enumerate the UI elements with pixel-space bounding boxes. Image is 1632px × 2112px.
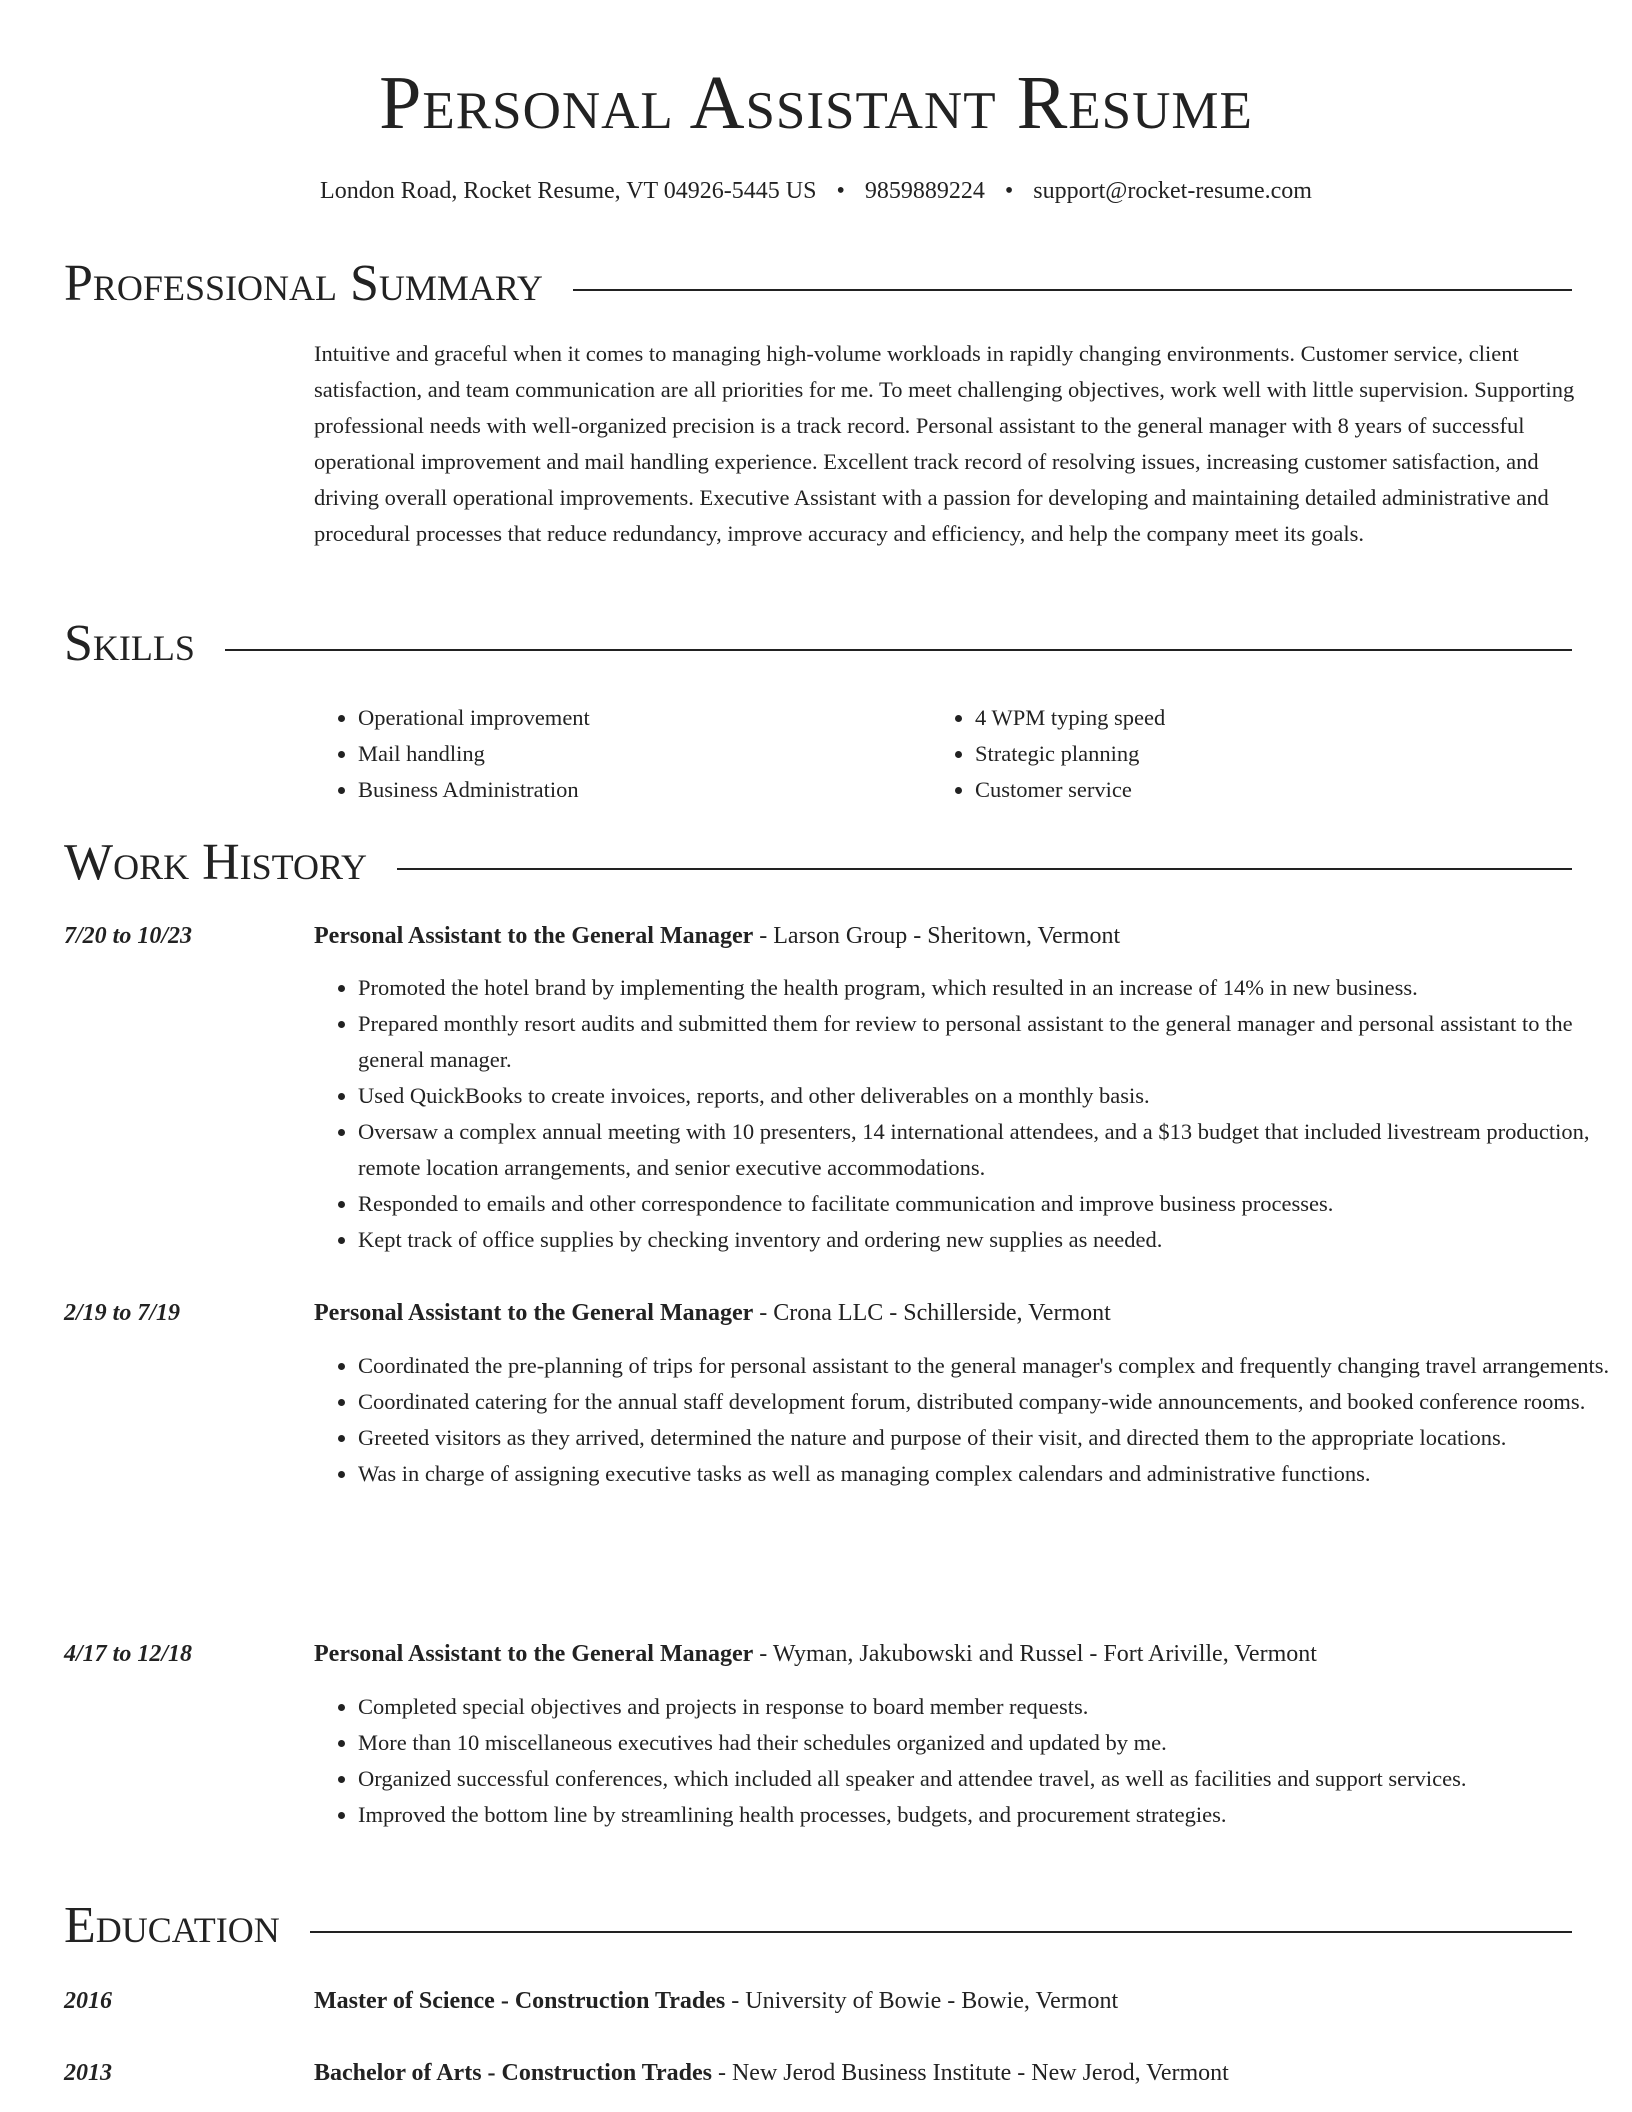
- job-bullets: [314, 970, 1620, 1258]
- email: support@rocket-resume.com: [1033, 178, 1312, 204]
- skill-item: • 4 WPM typing speed: [975, 700, 1555, 736]
- job-bullet: • Kept track of office supplies by checking inventory and ordering new supplies as needed.: [358, 1222, 1620, 1258]
- job-bullet: • Coordinated the pre-planning of trips for personal assistant to the general manager's complex and frequently changing travel arrangements.: [358, 1348, 1620, 1384]
- skills-heading: Skills: [64, 614, 225, 674]
- work-heading: Work History: [64, 833, 397, 893]
- phone: 9859889224: [864, 178, 985, 204]
- education-line: [314, 2056, 1576, 2090]
- job-company: - Larson Group - Sheritown, Vermont: [753, 923, 1121, 949]
- summary-heading: Professional Summary: [64, 254, 573, 314]
- skill-item: • Customer service: [975, 772, 1555, 808]
- skills-column-2: [931, 700, 1555, 808]
- separator: •: [1004, 178, 1014, 204]
- contact-line: [0, 174, 1632, 208]
- education-degree: Bachelor of Arts - Construction Trades: [314, 2060, 712, 2086]
- education-degree: Master of Science - Construction Trades: [314, 1988, 726, 2014]
- job-title-line: [314, 919, 1576, 953]
- resume-name: Personal Assistant Resume: [379, 61, 1253, 145]
- skill-item: • Business Administration: [358, 772, 938, 808]
- job-title-line: [314, 1296, 1576, 1330]
- work-section-header: [64, 833, 1572, 893]
- job-bullet: • Coordinated catering for the annual staff development forum, distributed company-wide announcements, and booked conference rooms.: [358, 1384, 1620, 1420]
- skill-item: • Operational improvement: [358, 700, 938, 736]
- skills-section-header: [64, 614, 1572, 674]
- job-bullet: • Responded to emails and other correspondence to facilitate communication and improve business processes.: [358, 1186, 1620, 1222]
- job-bullet: • Greeted visitors as they arrived, determined the nature and purpose of their visit, and directed them to the appropriate locations.: [358, 1420, 1620, 1456]
- job-bullet: • Prepared monthly resort audits and submitted them for review to personal assistant to the general manager and personal assistant to the general manager.: [358, 1006, 1620, 1078]
- education-school: - New Jerod Business Institute - New Jerod, Vermont: [711, 2060, 1229, 2086]
- job-bullet: • Was in charge of assigning executive tasks as well as managing complex calendars and administrative functions.: [358, 1456, 1620, 1492]
- education-section-header: [64, 1896, 1572, 1956]
- skill-item: • Strategic planning: [975, 736, 1555, 772]
- job-bullets: [314, 1348, 1620, 1492]
- summary-text: Intuitive and graceful when it comes to managing high-volume workloads in rapidly changing environments. Customer service, client satisfaction, and team communication are all priorities for me. To meet challenging objectives, work well with little supervision. Supporting professional needs with well-organized precision is a track record. Personal assistant to the general manager with 8 years of successful operational improvement and mail handling experience. Excellent track record of resolving issues, increasing customer satisfaction, and driving overall operational improvements. Executive Assistant with a passion for developing and maintaining detailed administrative and procedural processes that reduce redundancy, improve accuracy and efficiency, and help the company meet its goals.: [314, 341, 1575, 546]
- skill-item: • Mail handling: [358, 736, 938, 772]
- job-bullet: • Improved the bottom line by streamlining health processes, budgets, and procurement strategies.: [358, 1797, 1620, 1833]
- job-dates: 7/20 to 10/23: [64, 923, 193, 949]
- summary-section-header: [64, 254, 1572, 314]
- job-bullet: • Completed special objectives and projects in response to board member requests.: [358, 1689, 1620, 1725]
- job-title: Personal Assistant to the General Manager: [314, 1641, 754, 1667]
- education-line: [314, 1984, 1576, 2018]
- job-bullet: • Promoted the hotel brand by implementing the health program, which resulted in an increase of 14% in new business.: [358, 970, 1620, 1006]
- section-divider: [64, 649, 1572, 651]
- job-bullet: • More than 10 miscellaneous executives had their schedules organized and updated by me.: [358, 1725, 1620, 1761]
- job-dates: 2/19 to 7/19: [64, 1300, 181, 1326]
- skills-column-1: [314, 700, 938, 808]
- job-title: Personal Assistant to the General Manager: [314, 923, 754, 949]
- education-year: 2016: [64, 1988, 112, 2014]
- job-bullet: • Used QuickBooks to create invoices, reports, and other deliverables on a monthly basis.: [358, 1078, 1620, 1114]
- job-company: - Crona LLC - Schillerside, Vermont: [753, 1300, 1111, 1326]
- education-year: 2013: [64, 2060, 112, 2086]
- address: London Road, Rocket Resume, VT 04926-5445 US: [320, 178, 817, 204]
- job-title: Personal Assistant to the General Manager: [314, 1300, 754, 1326]
- education-school: - University of Bowie - Bowie, Vermont: [725, 1988, 1119, 2014]
- job-dates: 4/17 to 12/18: [64, 1641, 193, 1667]
- job-bullet: • Oversaw a complex annual meeting with 10 presenters, 14 international attendees, and a $13 budget that included livestream production, remote location arrangements, and senior executive accommodations.: [358, 1114, 1620, 1186]
- job-bullet: • Organized successful conferences, which included all speaker and attendee travel, as well as facilities and support services.: [358, 1761, 1620, 1797]
- job-company: - Wyman, Jakubowski and Russel - Fort Ariville, Vermont: [753, 1641, 1317, 1667]
- separator: •: [836, 178, 845, 204]
- education-heading: Education: [64, 1896, 310, 1956]
- job-bullets: [314, 1689, 1620, 1833]
- job-title-line: [314, 1637, 1576, 1671]
